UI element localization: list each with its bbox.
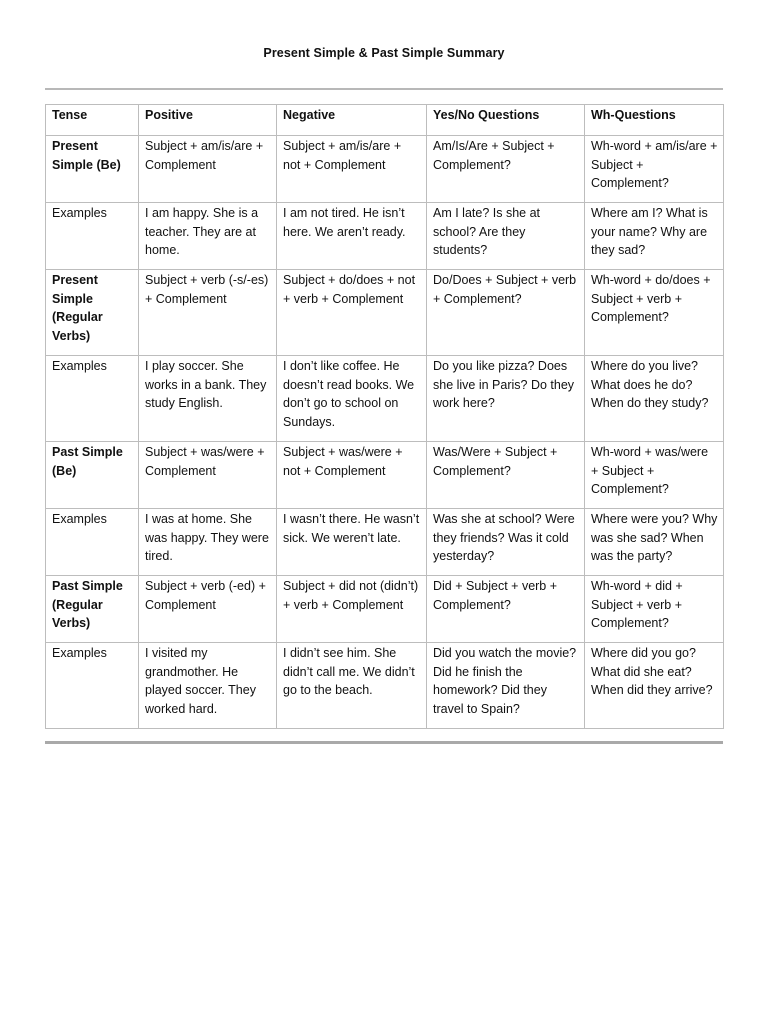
top-divider [45, 88, 723, 90]
table-row [46, 356, 724, 442]
wh-cell: Where were you? Why was she sad? When was the party? [585, 509, 724, 576]
table-row [46, 203, 724, 270]
wh-cell: Where am I? What is your name? Why are they sad? [585, 203, 724, 270]
document-title: Present Simple & Past Simple Summary [263, 46, 505, 60]
yes-no-cell: Was/Were + Subject + Complement? [427, 442, 585, 509]
table-row [46, 643, 724, 729]
negative-cell: I didn’t see him. She didn’t call me. We didn’t go to the beach. [277, 643, 427, 729]
tense-cell: Present Simple (Regular Verbs) [46, 270, 139, 356]
header-positive: Positive [139, 105, 277, 136]
negative-cell: Subject + did not (didn’t) + verb + Complement [277, 576, 427, 643]
yes-no-cell: Do/Does + Subject + verb + Complement? [427, 270, 585, 356]
tense-cell: Past Simple (Regular Verbs) [46, 576, 139, 643]
wh-cell: Wh-word + was/were + Subject + Complement? [585, 442, 724, 509]
table-row [46, 136, 724, 203]
wh-cell: Where do you live? What does he do? When do they study? [585, 356, 724, 442]
header-negative: Negative [277, 105, 427, 136]
header-tense: Tense [46, 105, 139, 136]
positive-cell: Subject + verb (-ed) + Complement [139, 576, 277, 643]
tense-cell: Past Simple (Be) [46, 442, 139, 509]
tense-cell: Present Simple (Be) [46, 136, 139, 203]
tense-cell: Examples [46, 509, 139, 576]
table-row [46, 270, 724, 356]
table-header-row [46, 105, 724, 136]
negative-cell: Subject + was/were + not + Complement [277, 442, 427, 509]
tense-summary-table [45, 104, 724, 729]
tense-cell: Examples [46, 356, 139, 442]
negative-cell: I don’t like coffee. He doesn’t read books. We don’t go to school on Sundays. [277, 356, 427, 442]
header-yes-no-questions: Yes/No Questions [427, 105, 585, 136]
yes-no-cell: Do you like pizza? Does she live in Paris? Do they work here? [427, 356, 585, 442]
wh-cell: Where did you go? What did she eat? When did they arrive? [585, 643, 724, 729]
wh-cell: Wh-word + did + Subject + verb + Complement? [585, 576, 724, 643]
table-row [46, 576, 724, 643]
table-row [46, 509, 724, 576]
positive-cell: I am happy. She is a teacher. They are at home. [139, 203, 277, 270]
yes-no-cell: Was she at school? Were they friends? Was it cold yesterday? [427, 509, 585, 576]
positive-cell: Subject + was/were + Complement [139, 442, 277, 509]
negative-cell: I am not tired. He isn’t here. We aren’t ready. [277, 203, 427, 270]
bottom-divider [45, 741, 723, 744]
yes-no-cell: Did + Subject + verb + Complement? [427, 576, 585, 643]
positive-cell: I play soccer. She works in a bank. They study English. [139, 356, 277, 442]
yes-no-cell: Am I late? Is she at school? Are they students? [427, 203, 585, 270]
yes-no-cell: Am/Is/Are + Subject + Complement? [427, 136, 585, 203]
positive-cell: Subject + verb (-s/-es) + Complement [139, 270, 277, 356]
tense-cell: Examples [46, 643, 139, 729]
yes-no-cell: Did you watch the movie? Did he finish the homework? Did they travel to Spain? [427, 643, 585, 729]
negative-cell: Subject + do/does + not + verb + Complement [277, 270, 427, 356]
header-wh-questions: Wh-Questions [585, 105, 724, 136]
wh-cell: Wh-word + do/does + Subject + verb + Complement? [585, 270, 724, 356]
positive-cell: Subject + am/is/are + Complement [139, 136, 277, 203]
positive-cell: I visited my grandmother. He played soccer. They worked hard. [139, 643, 277, 729]
table-row [46, 442, 724, 509]
tense-cell: Examples [46, 203, 139, 270]
wh-cell: Wh-word + am/is/are + Subject + Complement? [585, 136, 724, 203]
positive-cell: I was at home. She was happy. They were tired. [139, 509, 277, 576]
negative-cell: I wasn’t there. He wasn’t sick. We weren’t late. [277, 509, 427, 576]
negative-cell: Subject + am/is/are + not + Complement [277, 136, 427, 203]
